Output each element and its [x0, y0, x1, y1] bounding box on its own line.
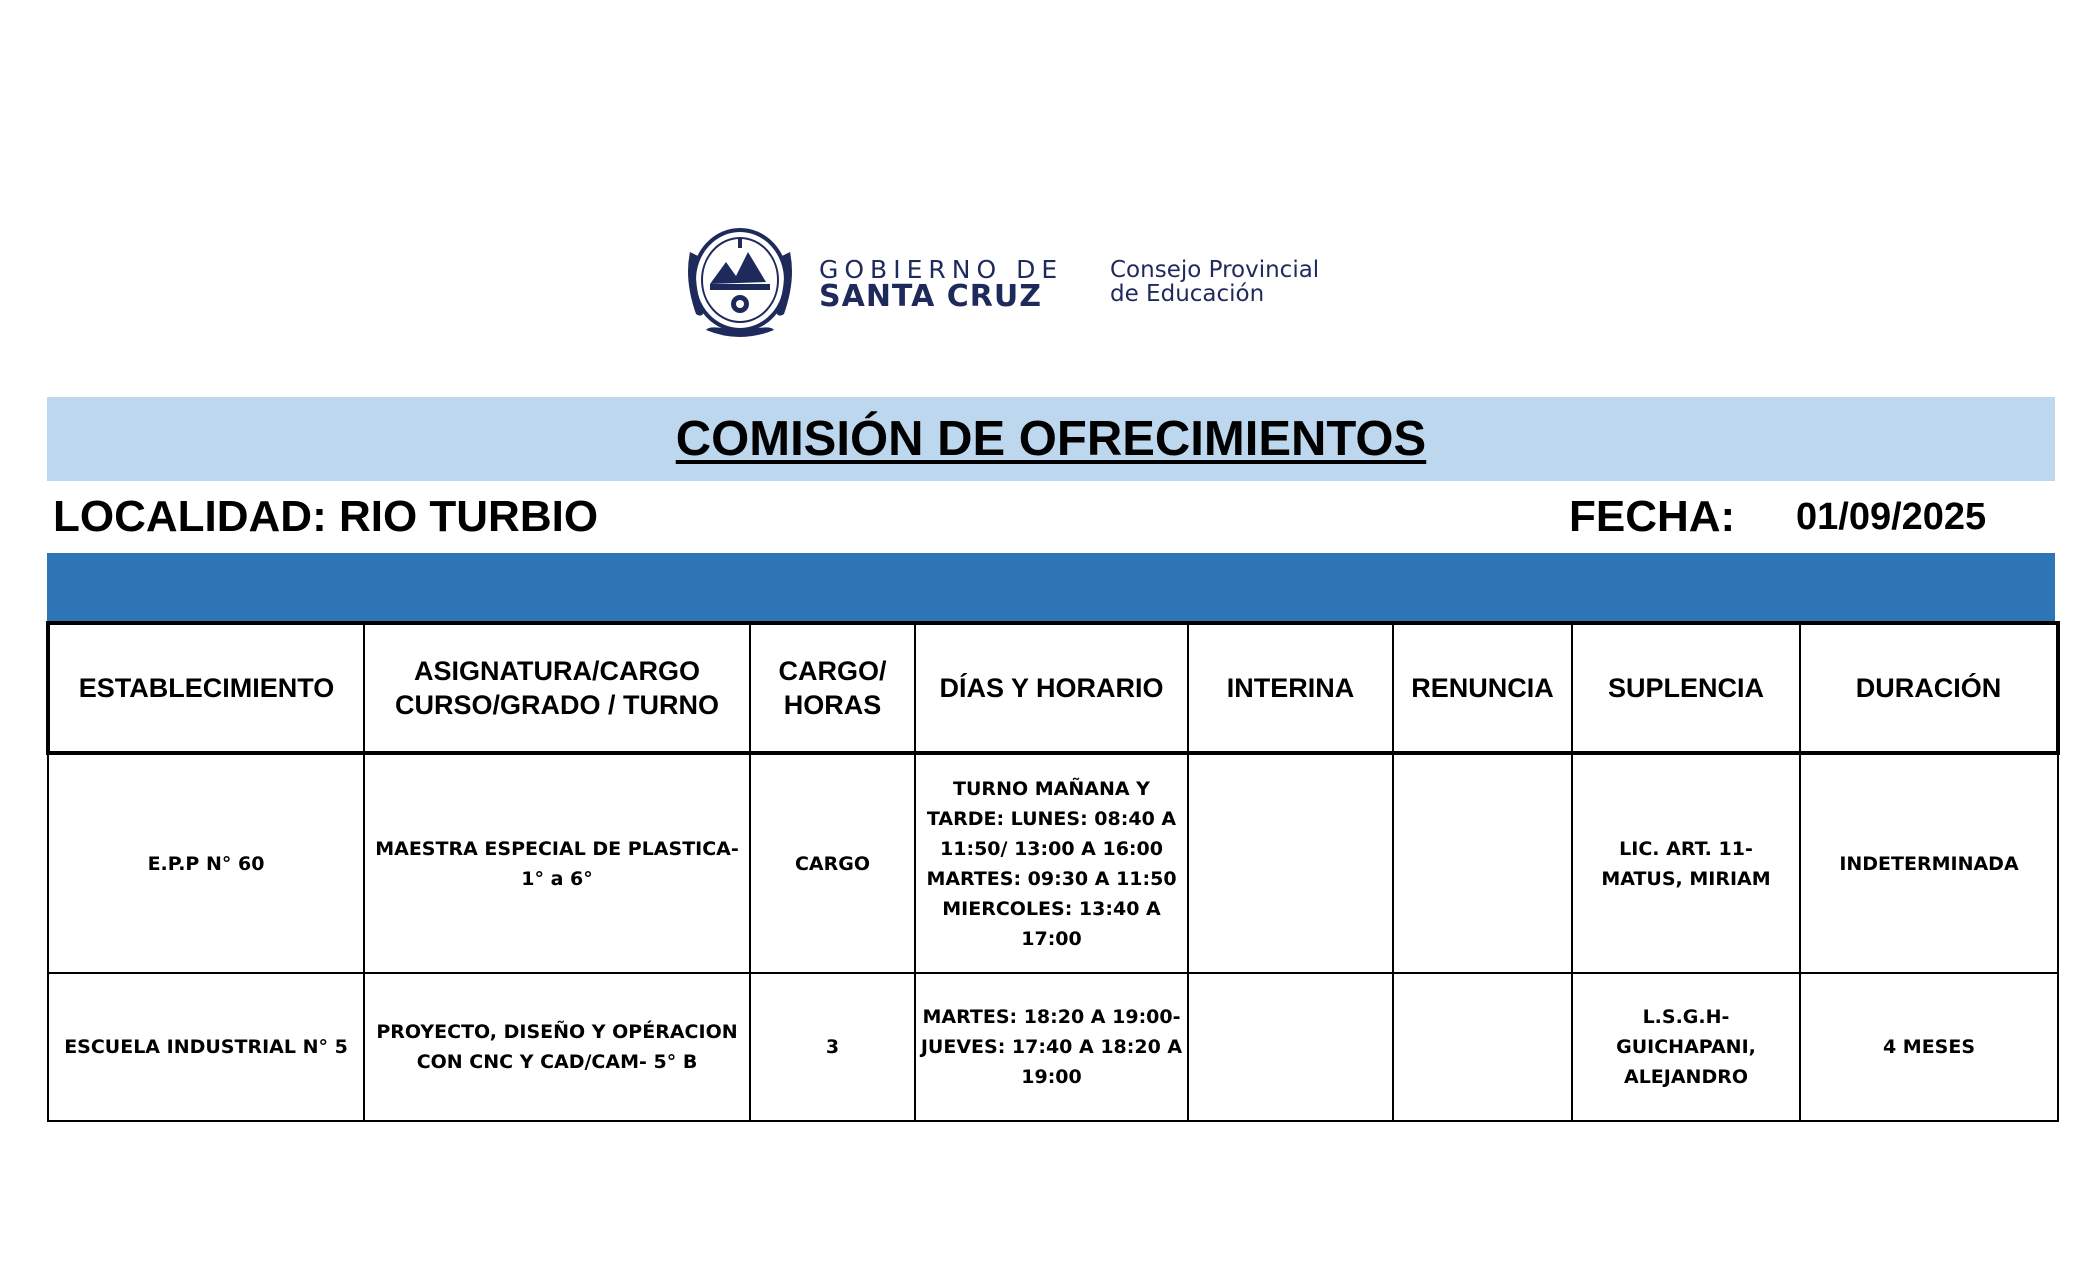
cell-asignatura: MAESTRA ESPECIAL DE PLASTICA- 1° a 6° — [364, 753, 750, 973]
table-row — [48, 973, 2058, 1121]
cell-renuncia — [1393, 753, 1572, 973]
col-header-asignatura: ASIGNATURA/CARGO CURSO/GRADO / TURNO — [364, 623, 750, 753]
col-header-renuncia: RENUNCIA — [1393, 623, 1572, 753]
council-name-line1: Consejo Provincial — [1110, 257, 1320, 283]
page-title: COMISIÓN DE OFRECIMIENTOS — [675, 412, 1427, 466]
title-band — [47, 397, 2055, 481]
col-header-duracion: DURACIÓN — [1800, 623, 2058, 753]
council-name-line2: de Educación — [1110, 281, 1265, 307]
fecha-value: 01/09/2025 — [1796, 496, 1987, 538]
gov-title-line2: SANTA CRUZ — [819, 279, 1042, 314]
cell-duracion: 4 MESES — [1800, 973, 2058, 1121]
col-header-cargo-horas: CARGO/ HORAS — [750, 623, 915, 753]
localidad-label: LOCALIDAD: RIO TURBIO — [53, 492, 599, 541]
cell-duracion: INDETERMINADA — [1800, 753, 2058, 973]
col-header-interina: INTERINA — [1188, 623, 1393, 753]
cell-establecimiento: E.P.P N° 60 — [48, 753, 364, 973]
table-header-row — [48, 623, 2058, 753]
cell-cargo-horas: CARGO — [750, 753, 915, 973]
col-header-establecimiento: ESTABLECIMIENTO — [48, 623, 364, 753]
cell-interina — [1188, 973, 1393, 1121]
provincial-seal-icon — [682, 222, 798, 340]
blue-band — [47, 553, 2055, 621]
fecha-label: FECHA: — [1569, 492, 1736, 541]
cell-cargo-horas: 3 — [750, 973, 915, 1121]
cell-suplencia: LIC. ART. 11- MATUS, MIRIAM — [1572, 753, 1800, 973]
offers-table — [46, 621, 2060, 1122]
cell-dias-horario: TURNO MAÑANA Y TARDE: LUNES: 08:40 A 11:50/ 13:00 A 16:00 MARTES: 09:30 A 11:50 MIERCOLES: 13:40 A 17:00 — [915, 753, 1188, 973]
table-row — [48, 753, 2058, 973]
col-header-dias-horario: DÍAS Y HORARIO — [915, 623, 1188, 753]
col-header-suplencia: SUPLENCIA — [1572, 623, 1800, 753]
cell-asignatura: PROYECTO, DISEÑO Y OPÉRACION CON CNC Y CAD/CAM- 5° B — [364, 973, 750, 1121]
cell-renuncia — [1393, 973, 1572, 1121]
cell-establecimiento: ESCUELA INDUSTRIAL N° 5 — [48, 973, 364, 1121]
gov-title-line1: GOBIERNO DE — [819, 255, 1064, 284]
cell-dias-horario: MARTES: 18:20 A 19:00- JUEVES: 17:40 A 18:20 A 19:00 — [915, 973, 1188, 1121]
header-logo — [682, 222, 1347, 342]
cell-suplencia: L.S.G.H- GUICHAPANI, ALEJANDRO — [1572, 973, 1800, 1121]
cell-interina — [1188, 753, 1393, 973]
